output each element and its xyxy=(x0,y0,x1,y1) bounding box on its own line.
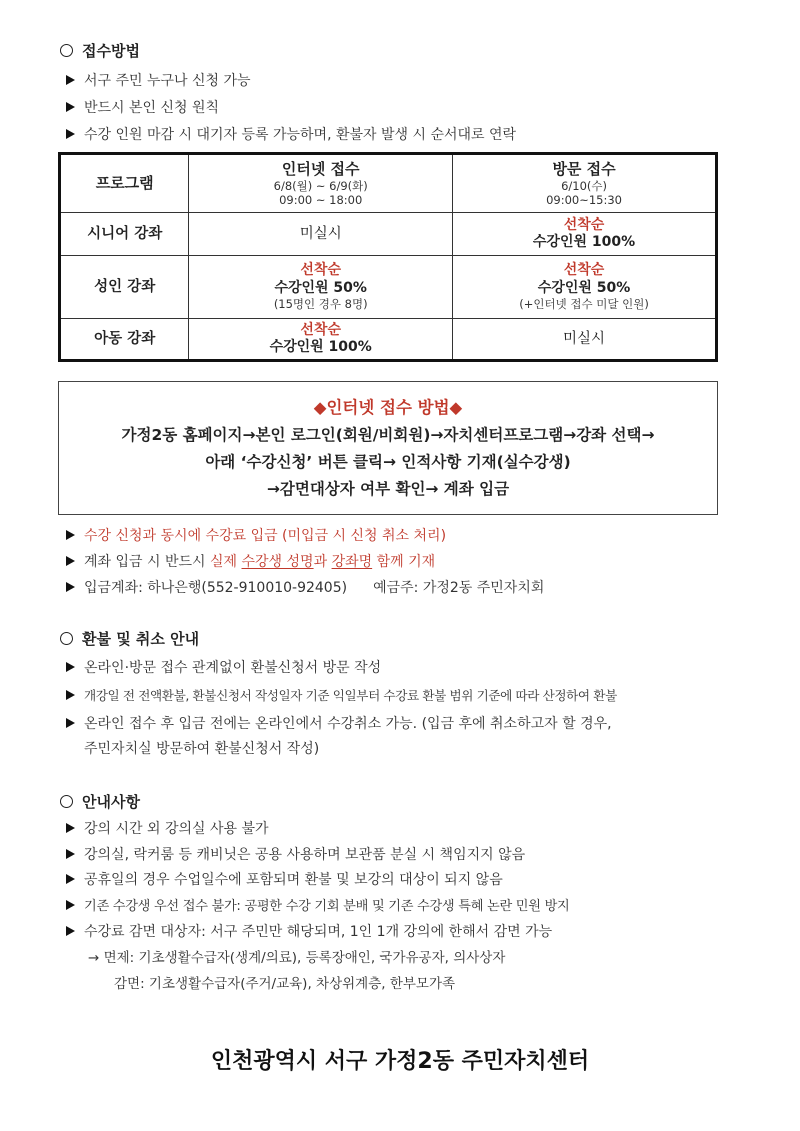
table-row: 성인 강좌 선착순 수강인원 50% (15명인 경우 8명) 선착순 수강인원 50% (+인터넷 접수 미달 인원) xyxy=(60,256,717,319)
table-row: 시니어 강좌 미실시 선착순 수강인원 100% xyxy=(60,213,717,256)
student-name-emphasis: 수강생 성명 xyxy=(241,554,314,570)
list-item: 계좌 입금 시 반드시 실제 수강생 성명과 강좌명 함께 기재 xyxy=(66,551,435,571)
triangle-bullet-icon xyxy=(66,530,75,540)
triangle-bullet-icon xyxy=(66,129,75,139)
list-item: 기존 수강생 우선 접수 불가: 공평한 수강 기회 분배 및 기존 수강생 특혜 논란 민원 방지 xyxy=(66,895,569,914)
bank-account: 입금계좌: 하나은행(552-910010-92405) xyxy=(84,580,348,596)
triangle-bullet-icon xyxy=(66,874,75,884)
section-heading-notice: 안내사항 xyxy=(60,791,140,812)
circle-icon xyxy=(60,795,73,808)
section-heading-refund: 환불 및 취소 안내 xyxy=(60,628,199,649)
account-holder: 예금주: 가정2동 주민자치회 xyxy=(373,580,545,596)
section-heading-application: 접수방법 xyxy=(60,40,140,61)
triangle-bullet-icon xyxy=(66,690,75,700)
list-item xyxy=(66,577,544,597)
header-online: 인터넷 접수 6/8(월) ~ 6/9(화) 09:00 ~ 18:00 xyxy=(189,154,453,213)
triangle-bullet-icon xyxy=(66,662,75,672)
internet-step-line: 아래 ‘수강신청’ 버튼 클릭→ 인적사항 기재(실수강생) xyxy=(205,453,571,471)
course-name-emphasis: 강좌명 xyxy=(331,554,373,570)
triangle-bullet-icon xyxy=(66,849,75,859)
list-item: 수강 신청과 동시에 수강료 입금 (미입금 시 신청 취소 처리) xyxy=(66,525,446,545)
triangle-bullet-icon xyxy=(66,582,75,592)
list-item: 수강료 감면 대상자: 서구 주민만 해당되며, 1인 1개 강의에 한해서 감면 가능 xyxy=(66,921,552,941)
triangle-bullet-icon xyxy=(66,926,75,936)
header-program: 프로그램 xyxy=(95,173,154,192)
list-item: 온라인 접수 후 입금 전에는 온라인에서 수강취소 가능. (입금 후에 취소하고자 할 경우, xyxy=(66,713,612,733)
exemption-line: → 면제: 기초생활수급자(생계/의료), 등록장애인, 국가유공자, 의사상자 xyxy=(88,950,506,966)
schedule-table xyxy=(58,152,718,362)
list-item: 반드시 본인 신청 원칙 xyxy=(66,97,219,117)
reduction-line: 감면: 기초생활수급자(주거/교육), 차상위계층, 한부모가족 xyxy=(114,976,456,992)
list-item: 강의 시간 외 강의실 사용 불가 xyxy=(66,818,269,838)
triangle-bullet-icon xyxy=(66,900,75,910)
list-item-continuation: 주민자치실 방문하여 환불신청서 작성) xyxy=(84,741,320,757)
list-item: 공휴일의 경우 수업일수에 포함되며 환불 및 보강의 대상이 되지 않음 xyxy=(66,869,503,889)
internet-step-line: →감면대상자 여부 확인→ 계좌 입금 xyxy=(266,480,510,498)
list-item: 서구 주민 누구나 신청 가능 xyxy=(66,70,251,90)
footer-organization: 인천광역시 서구 가정2동 주민자치센터 xyxy=(210,1049,590,1074)
list-item: 강의실, 락커룸 등 캐비닛은 공용 사용하며 보관품 분실 시 책임지지 않음 xyxy=(66,844,525,864)
internet-application-title: ◆인터넷 접수 방법◆ xyxy=(313,398,463,417)
triangle-bullet-icon xyxy=(66,823,75,833)
internet-application-box xyxy=(58,381,718,515)
list-item: 온라인·방문 접수 관계없이 환불신청서 방문 작성 xyxy=(66,657,381,677)
table-row: 아동 강좌 선착순 수강인원 100% 미실시 xyxy=(60,319,717,361)
circle-icon xyxy=(60,632,73,645)
header-visit: 방문 접수 6/10(수) 09:00~15:30 xyxy=(453,154,717,213)
circle-icon xyxy=(60,44,73,57)
list-item: 개강일 전 전액환불, 환불신청서 작성일자 기준 익일부터 수강료 환불 범위 기준에 따라 산정하여 환불 xyxy=(66,685,617,704)
triangle-bullet-icon xyxy=(66,556,75,566)
triangle-bullet-icon xyxy=(66,718,75,728)
triangle-bullet-icon xyxy=(66,102,75,112)
internet-step-line: 가정2동 홈페이지→본인 로그인(회원/비회원)→자치센터프로그램→강좌 선택→ xyxy=(121,426,655,444)
triangle-bullet-icon xyxy=(66,75,75,85)
table-header-row xyxy=(60,154,717,213)
list-item: 수강 인원 마감 시 대기자 등록 가능하며, 환불자 발생 시 순서대로 연락 xyxy=(66,124,516,144)
